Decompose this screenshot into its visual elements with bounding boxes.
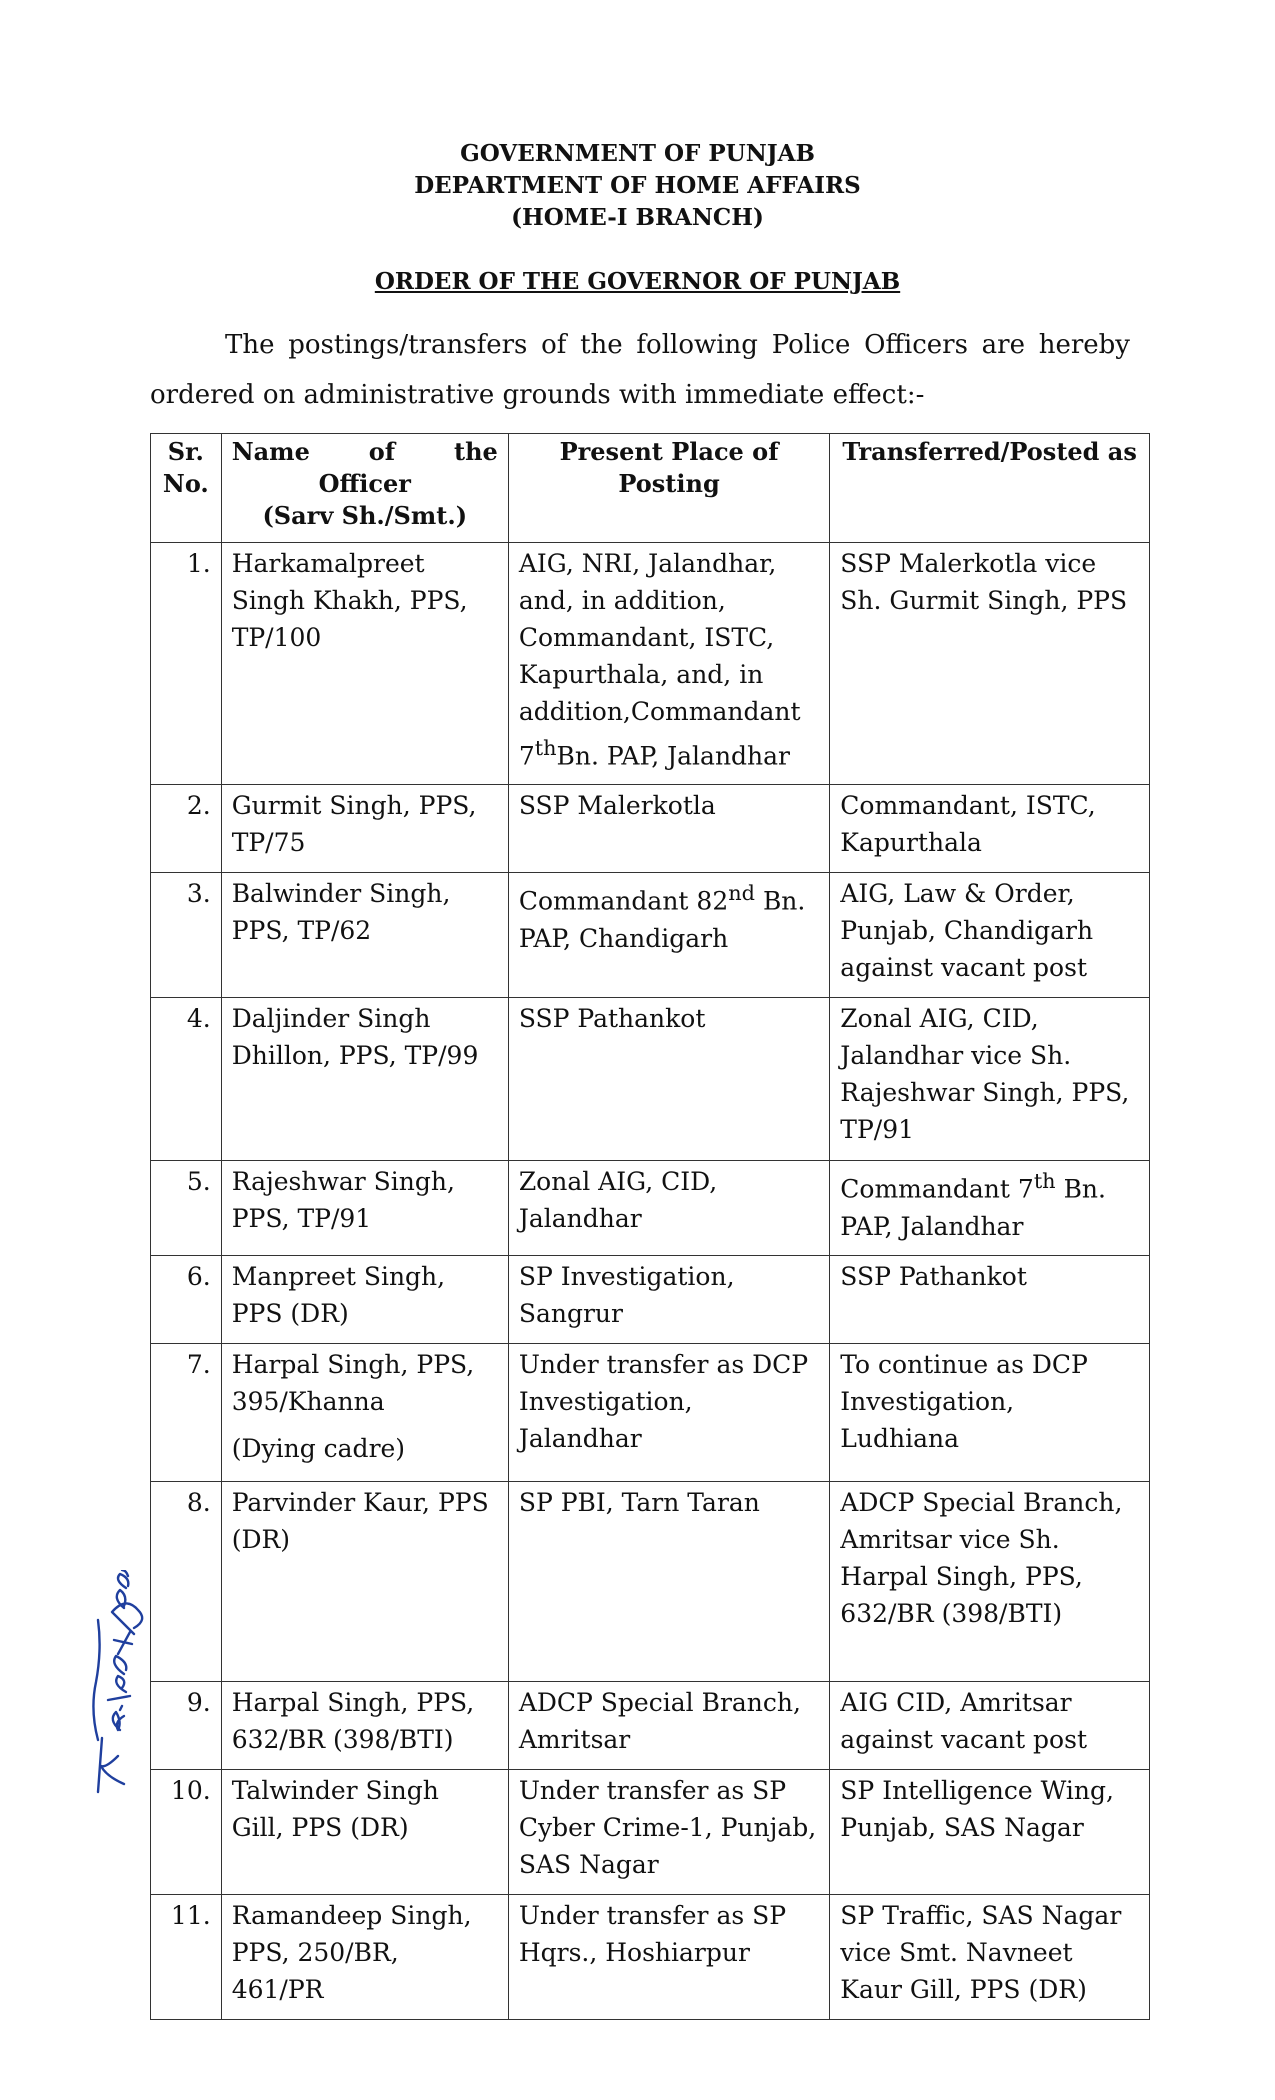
order-title: ORDER OF THE GOVERNOR OF PUNJAB	[374, 268, 901, 295]
cell-present-posting: SSP Malerkotla	[508, 785, 829, 873]
table-header-row	[151, 434, 1150, 543]
column-header-officer-name	[221, 434, 508, 543]
cell-officer-name: Daljinder Singh Dhillon, PPS, TP/99	[221, 998, 508, 1161]
ordinal-suffix: nd	[728, 881, 755, 906]
cell-present-posting: Under transfer as SP Cyber Crime-1, Punjab, SAS Nagar	[508, 1769, 829, 1894]
cell-transferred-as: Commandant, ISTC, Kapurthala	[830, 785, 1150, 873]
cell-present-posting: Zonal AIG, CID, Jalandhar	[508, 1161, 829, 1255]
cell-present-posting: SSP Pathankot	[508, 998, 829, 1161]
cell-present-posting	[508, 873, 829, 998]
table-row	[151, 785, 1150, 873]
column-header-transferred-as: Transferred/Posted as	[830, 434, 1150, 543]
cell-transferred-as: Zonal AIG, CID, Jalandhar vice Sh. Rajeshwar Singh, PPS, TP/91	[830, 998, 1150, 1161]
cell-officer-name: Parvinder Kaur, PPS (DR)	[221, 1481, 508, 1681]
column-header-name-word-1: Name	[231, 437, 310, 466]
table-row	[151, 873, 1150, 998]
ordinal-suffix: th	[1033, 1169, 1056, 1194]
cell-sr-no: 7.	[151, 1343, 222, 1481]
officer-cadre-note: (Dying cadre)	[231, 1433, 406, 1463]
cell-present-posting: Under transfer as SP Hqrs., Hoshiarpur	[508, 1894, 829, 2019]
document-header	[0, 138, 1275, 234]
postings-table	[150, 433, 1150, 2020]
cell-sr-no: 9.	[151, 1681, 222, 1769]
table-row	[151, 1481, 1150, 1681]
present-posting-text: AIG, NRI, Jalandhar, and, in addition, Commandant, ISTC, Kapurthala, and, in addition,Commandant	[518, 549, 801, 726]
column-header-name-line-3: (Sarv Sh./Smt.)	[262, 501, 468, 530]
cell-present-posting: SP PBI, Tarn Taran	[508, 1481, 829, 1681]
cell-officer-name: Gurmit Singh, PPS, TP/75	[221, 785, 508, 873]
cell-sr-no: 2.	[151, 785, 222, 873]
table-row	[151, 998, 1150, 1161]
present-posting-rest: Bn. PAP, Chandigarh	[518, 886, 806, 953]
header-government: GOVERNMENT OF PUNJAB	[460, 140, 815, 167]
cell-present-posting: Under transfer as DCP Investigation, Jalandhar	[508, 1343, 829, 1481]
cell-transferred-as: To continue as DCP Investigation, Ludhiana	[830, 1343, 1150, 1481]
cell-officer-name: Talwinder Singh Gill, PPS (DR)	[221, 1769, 508, 1894]
table-row	[151, 1161, 1150, 1255]
cell-present-posting: ADCP Special Branch, Amritsar	[508, 1681, 829, 1769]
cell-sr-no: 10.	[151, 1769, 222, 1894]
transferred-rest: Bn. PAP, Jalandhar	[840, 1174, 1106, 1241]
cell-transferred-as: SSP Pathankot	[830, 1255, 1150, 1343]
cell-sr-no: 4.	[151, 998, 222, 1161]
transferred-num: Commandant 7	[840, 1174, 1034, 1204]
cell-sr-no: 3.	[151, 873, 222, 998]
cell-transferred-as	[830, 1161, 1150, 1255]
table-row	[151, 1894, 1150, 2019]
table-row	[151, 1681, 1150, 1769]
cell-transferred-as: AIG, Law & Order, Punjab, Chandigarh against vacant post	[830, 873, 1150, 998]
cell-officer-name	[221, 1343, 508, 1481]
present-posting-num: Commandant 82	[518, 886, 729, 916]
cell-sr-no: 1.	[151, 543, 222, 785]
header-branch: (HOME-I BRANCH)	[511, 204, 764, 231]
header-department: DEPARTMENT OF HOME AFFAIRS	[414, 172, 861, 199]
cell-transferred-as: AIG CID, Amritsar against vacant post	[830, 1681, 1150, 1769]
cell-transferred-as: SSP Malerkotla vice Sh. Gurmit Singh, PPS	[830, 543, 1150, 785]
present-posting-rest: Bn. PAP, Jalandhar	[556, 741, 790, 771]
cell-sr-no: 6.	[151, 1255, 222, 1343]
cell-transferred-as: SP Intelligence Wing, Punjab, SAS Nagar	[830, 1769, 1150, 1894]
intro-paragraph	[150, 320, 1130, 420]
table-row	[151, 1255, 1150, 1343]
cell-officer-name: Manpreet Singh, PPS (DR)	[221, 1255, 508, 1343]
intro-line-1: The postings/transfers of the following Police Officers are hereby	[225, 330, 1130, 360]
table-row	[151, 543, 1150, 785]
cell-transferred-as: ADCP Special Branch, Amritsar vice Sh. Harpal Singh, PPS, 632/BR (398/BTI)	[830, 1481, 1150, 1681]
cell-transferred-as: SP Traffic, SAS Nagar vice Smt. Navneet Kaur Gill, PPS (DR)	[830, 1894, 1150, 2019]
ordinal-suffix: th	[534, 736, 557, 760]
intro-line-2: ordered on administrative grounds with immediate effect:-	[150, 380, 925, 410]
column-header-sr-no: Sr. No.	[151, 434, 222, 543]
column-header-name-line-2: Officer	[318, 469, 411, 498]
cell-officer-name: Rajeshwar Singh, PPS, TP/91	[221, 1161, 508, 1255]
handwritten-signature	[68, 1570, 158, 1800]
cell-sr-no: 5.	[151, 1161, 222, 1255]
column-header-present-posting: Present Place of Posting	[508, 434, 829, 543]
officer-name-text: Harpal Singh, PPS, 395/Khanna	[231, 1349, 475, 1416]
cell-sr-no: 8.	[151, 1481, 222, 1681]
cell-present-posting: SP Investigation, Sangrur	[508, 1255, 829, 1343]
present-posting-num: 7	[518, 741, 535, 771]
cell-officer-name: Harkamalpreet Singh Khakh, PPS, TP/100	[221, 543, 508, 785]
cell-sr-no: 11.	[151, 1894, 222, 2019]
cell-present-posting	[508, 543, 829, 785]
column-header-name-word-2: of	[368, 437, 396, 466]
table-row	[151, 1343, 1150, 1481]
column-header-name-word-3: the	[454, 437, 498, 466]
cell-officer-name: Harpal Singh, PPS, 632/BR (398/BTI)	[221, 1681, 508, 1769]
cell-officer-name: Ramandeep Singh, PPS, 250/BR, 461/PR	[221, 1894, 508, 2019]
cell-officer-name: Balwinder Singh, PPS, TP/62	[221, 873, 508, 998]
signature-ink	[93, 1570, 142, 1792]
table-row	[151, 1769, 1150, 1894]
